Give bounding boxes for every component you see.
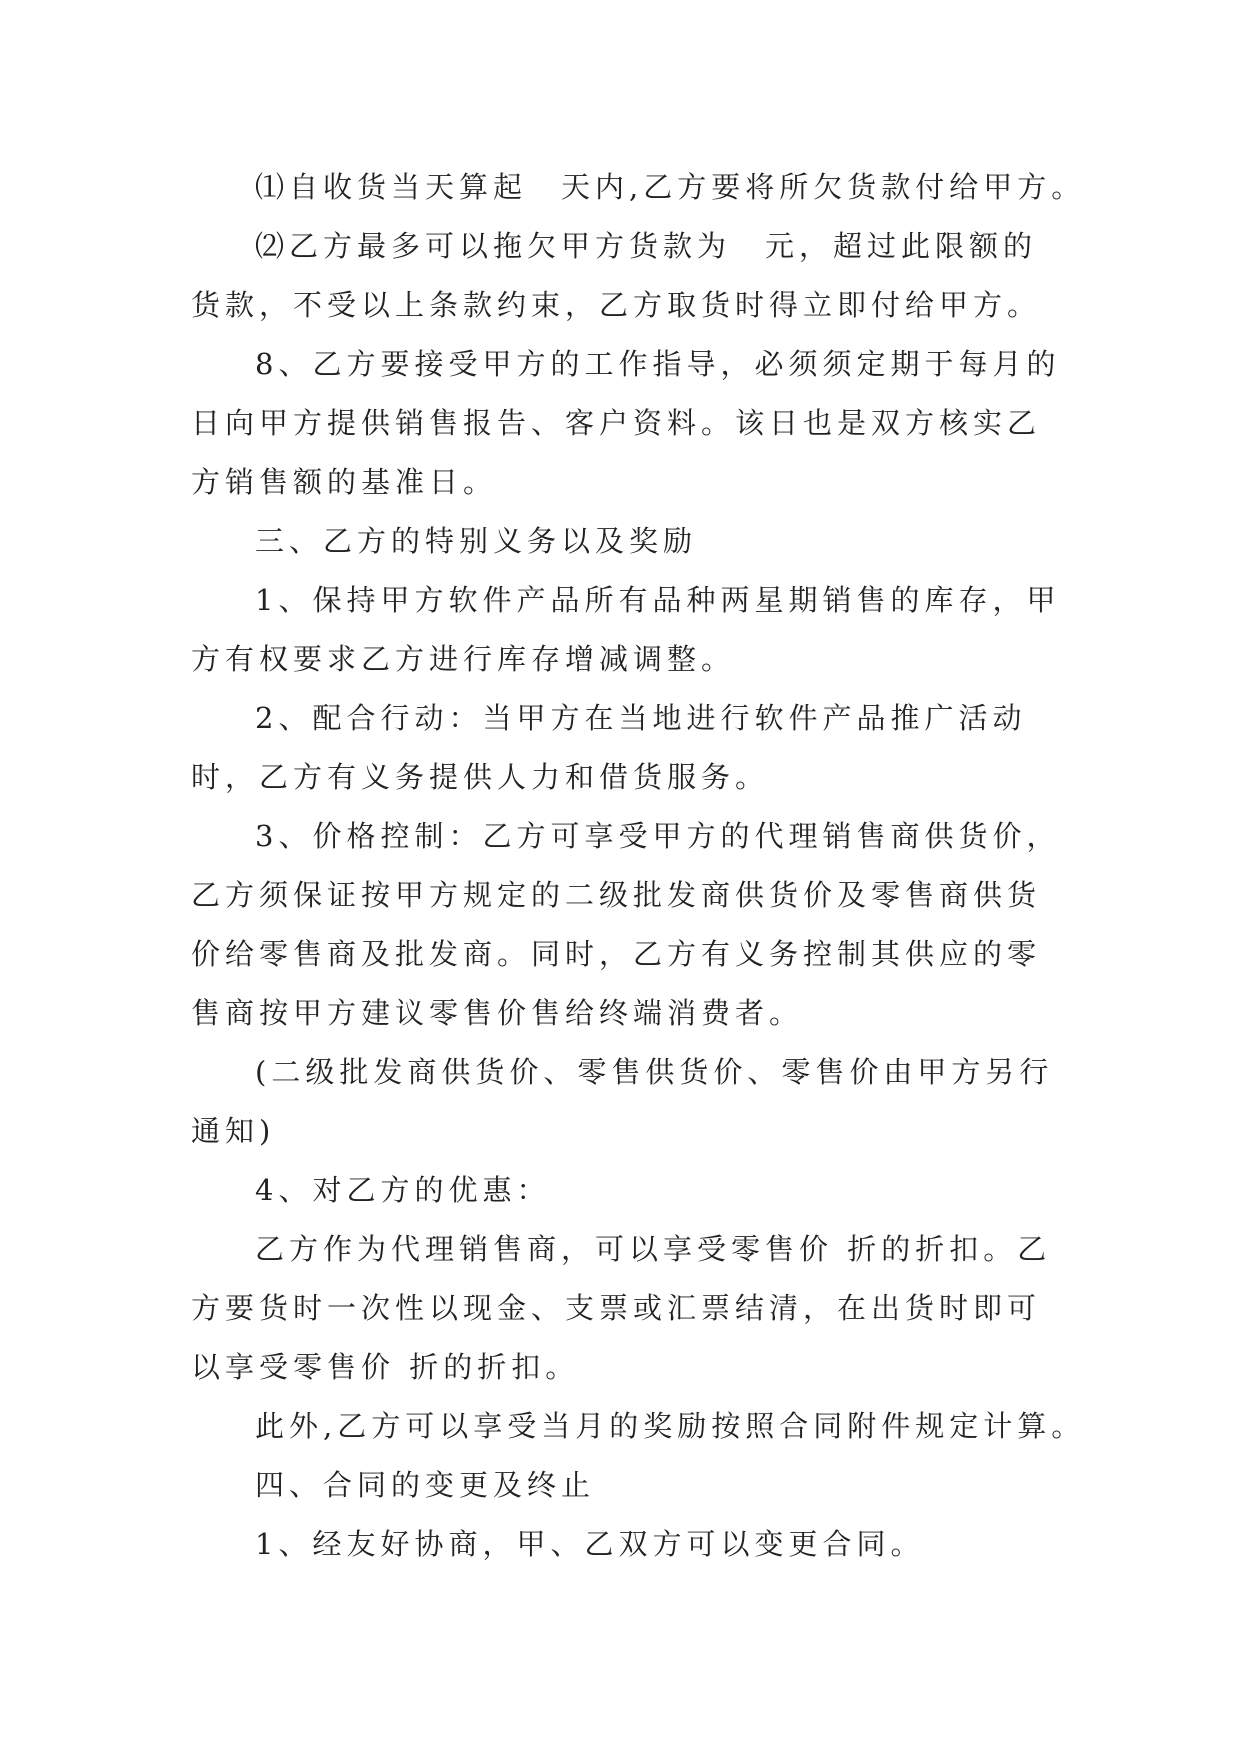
section-3-heading: 三、乙方的特别义务以及奖励 <box>255 524 698 558</box>
document-body <box>191 158 1091 1574</box>
clause-discount-heading: 4、对乙方的优惠： <box>255 1173 551 1207</box>
clause-cooperation: 2、配合行动：当甲方在当地进行软件产品推广活动时，乙方有义务提供人力和借货服务。 <box>191 701 1027 794</box>
clause-credit-limit: ⑵乙方最多可以拖欠甲方货款为 元，超过此限额的货款，不受以上条款约束，乙方取货时得立即付给甲方。 <box>191 229 1042 322</box>
clause-discount-detail: 乙方作为代理销售商，可以享受零售价 折的折扣。乙方要货时一次性以现金、支票或汇票结清，在出货时即可以享受零售价 折的折扣。 <box>191 1232 1052 1384</box>
clause-monthly-reward: 此外,乙方可以享受当月的奖励按照合同附件规定计算。 <box>255 1409 1086 1443</box>
clause-contract-change: 1、经友好协商，甲、乙双方可以变更合同。 <box>255 1527 925 1561</box>
clause-price-control: 3、价格控制：乙方可享受甲方的代理销售商供货价，乙方须保证按甲方规定的二级批发商供货价及零售商供货价给零售商及批发商。同时，乙方有义务控制其供应的零售商按甲方建议零售价售给终端消费者。 <box>191 819 1061 1030</box>
clause-inventory: 1、保持甲方软件产品所有品种两星期销售的库存，甲方有权要求乙方进行库存增减调整。 <box>191 583 1061 676</box>
clause-payment-days: ⑴自收货当天算起 天内,乙方要将所欠货款付给甲方。 <box>255 170 1086 204</box>
section-4-heading: 四、合同的变更及终止 <box>255 1468 596 1502</box>
clause-8-sales-report: 8、乙方要接受甲方的工作指导，必须须定期于每月的日向甲方提供销售报告、客户资料。该日也是双方核实乙方销售额的基准日。 <box>191 347 1061 499</box>
note-price-notice: (二级批发商供货价、零售供货价、零售价由甲方另行通知) <box>191 1055 1054 1148</box>
